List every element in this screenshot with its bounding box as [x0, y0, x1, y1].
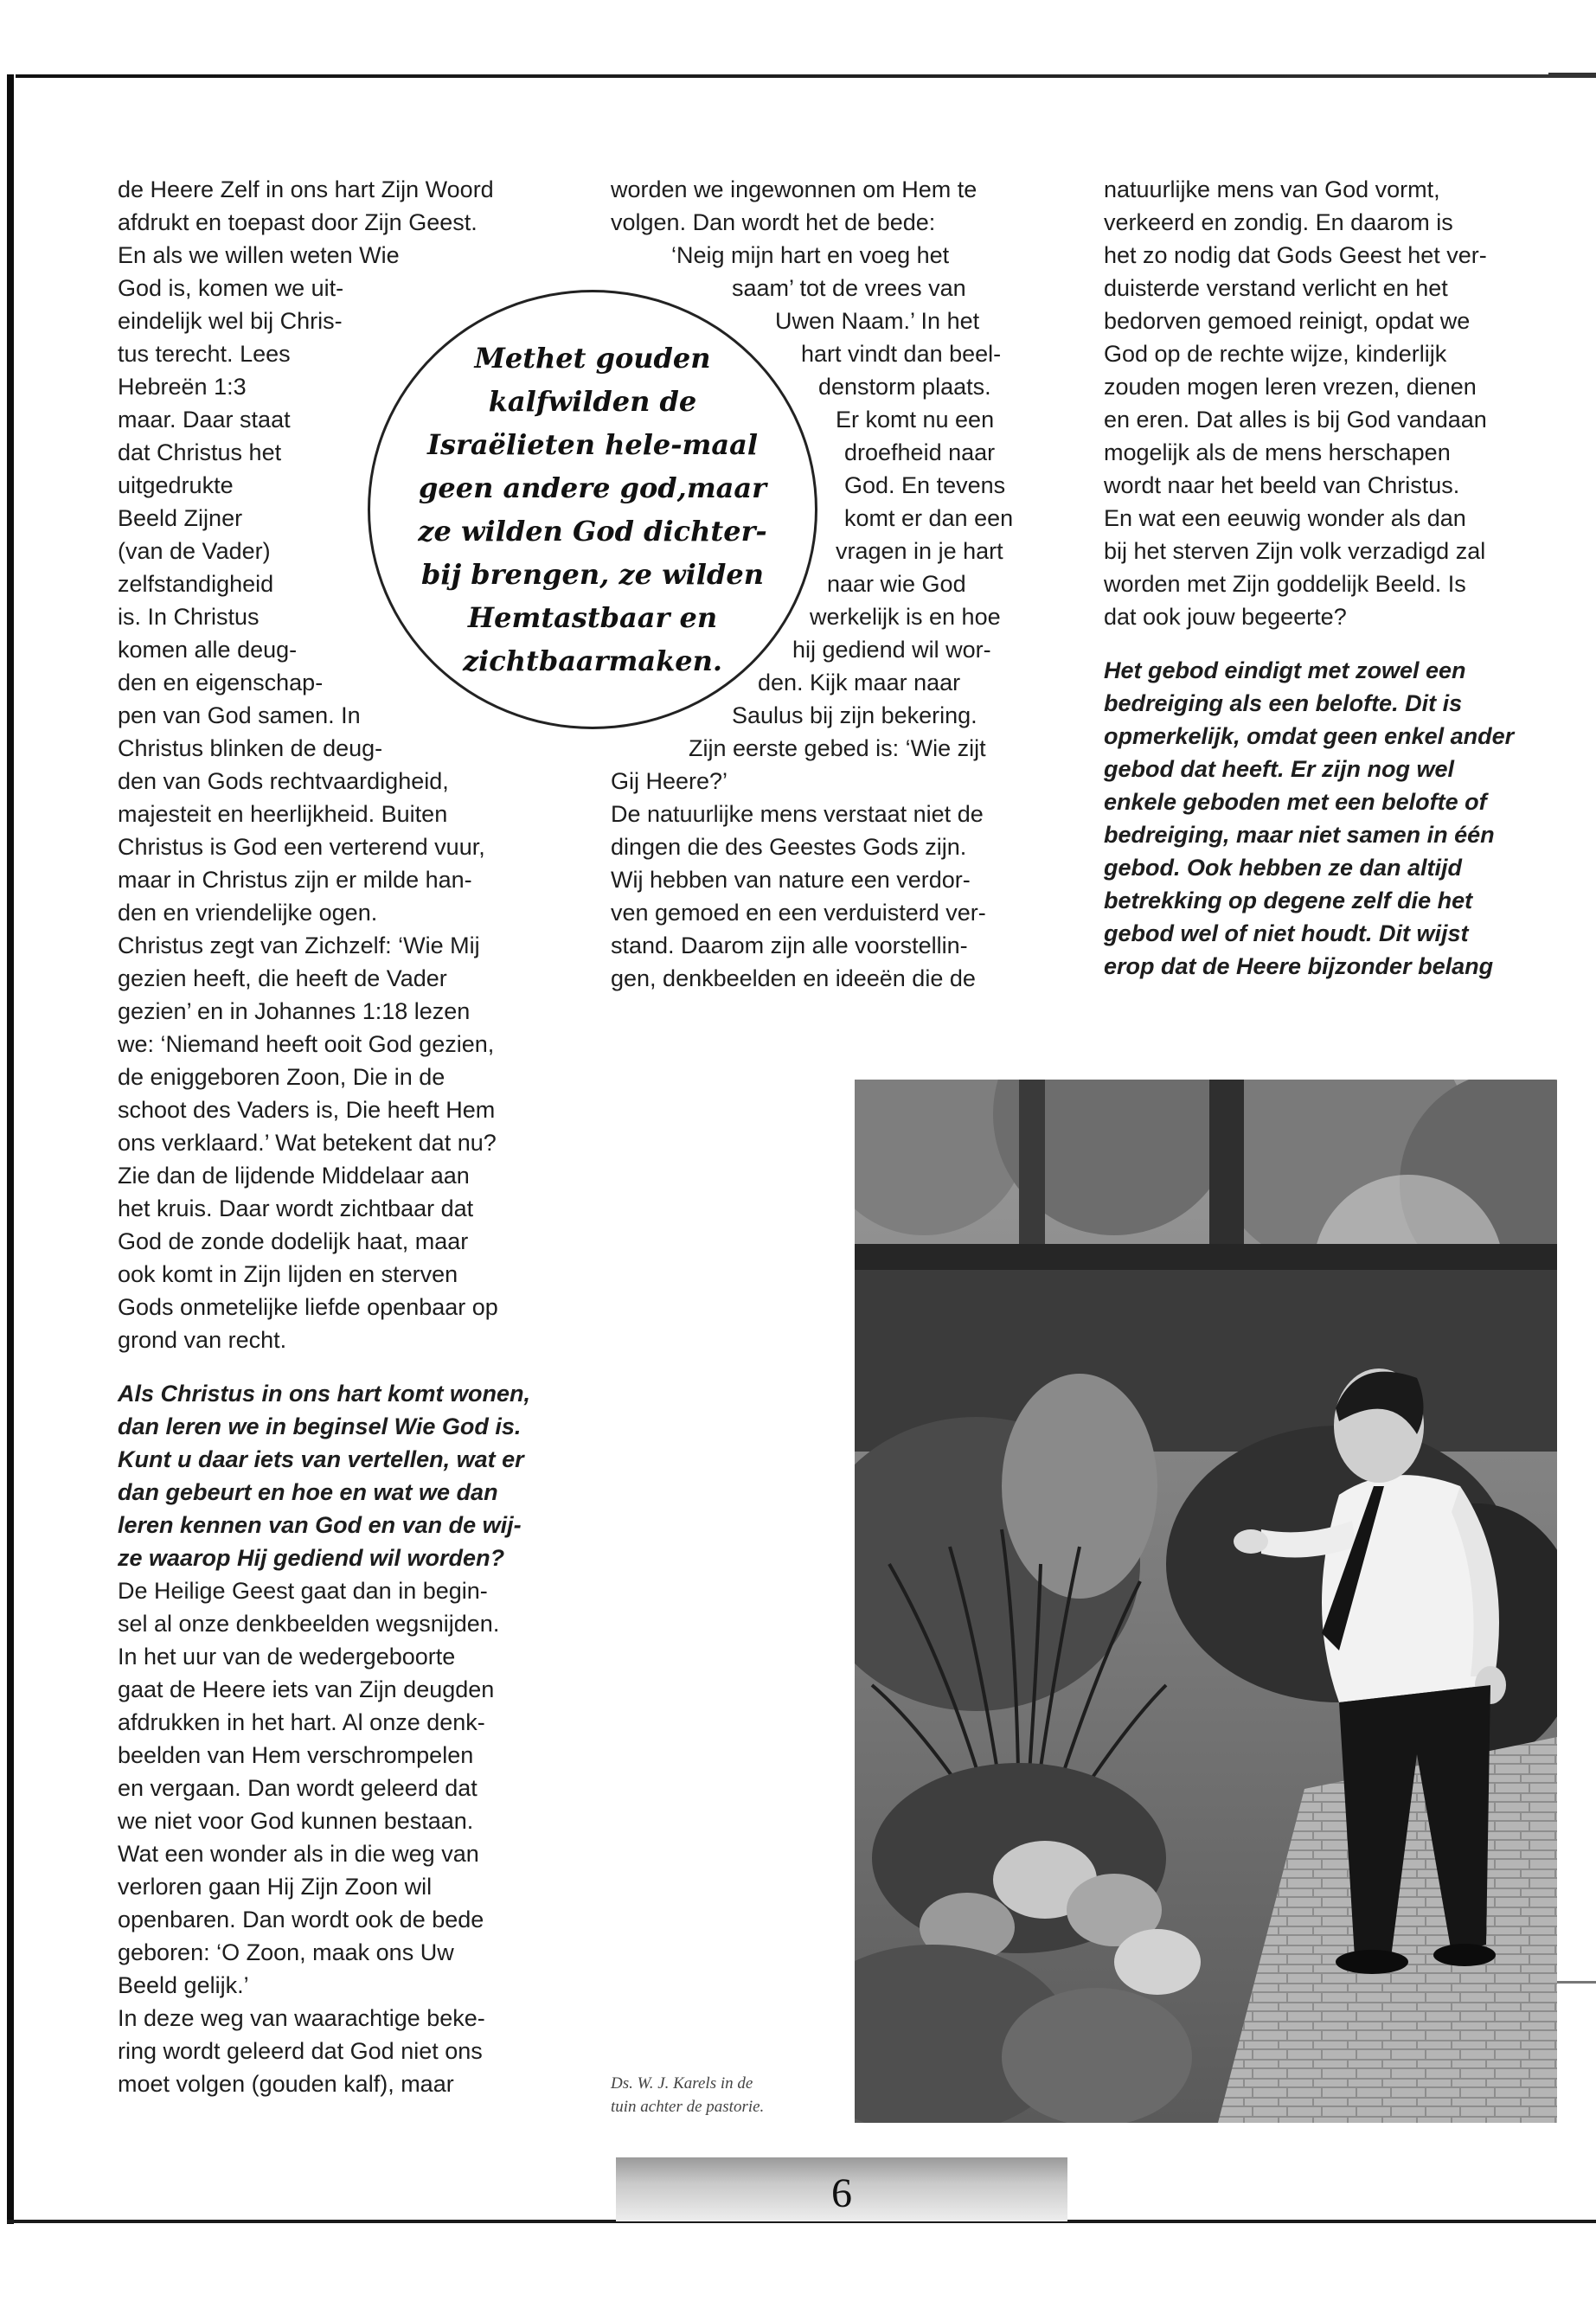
text-line: God. En tevens [844, 472, 1006, 498]
text-line: moet volgen (gouden kalf), maar [118, 2071, 454, 2097]
text-line: hij gediend wil wor- [792, 637, 991, 663]
text-line: Christus blinken de deug- [118, 735, 383, 761]
text-line: Wij hebben van nature een verdor- [611, 867, 971, 893]
photo-caption [611, 2072, 844, 2118]
text-line: God de zonde dodelijk haat, maar [118, 1228, 469, 1254]
text-line: den van Gods rechtvaardigheid, [118, 768, 449, 794]
text-line: en vergaan. Dan wordt geleerd dat [118, 1775, 478, 1801]
text-line: Als Christus in ons hart komt wonen, [118, 1381, 531, 1407]
scan-edge-left-rule [7, 74, 14, 2224]
text-line: gezien’ en in Johannes 1:18 lezen [118, 998, 471, 1024]
body-paragraph [1104, 173, 1562, 633]
text-line: dat Christus het [118, 439, 282, 465]
text-line: ring wordt geleerd dat God niet ons [118, 2038, 483, 2064]
ground-plants [1002, 1988, 1192, 2123]
text-line: gezien heeft, die heeft de Vader [118, 965, 447, 991]
text-line: En wat een eeuwig wonder als dan [1104, 505, 1466, 531]
pull-quote-text [407, 336, 779, 683]
text-line: droefheid naar [844, 439, 996, 465]
text-line: eindelijk wel bij Chris- [118, 308, 343, 334]
text-line: we: ‘Niemand heeft ooit God gezien, [118, 1031, 495, 1057]
text-line: ‘Neig mijn hart en voeg het [671, 242, 950, 268]
text-line: afdrukken in het hart. Al onze denk- [118, 1709, 485, 1735]
garden-photo [855, 1080, 1557, 2123]
text-line: ons verklaard.’ Wat betekent dat nu? [118, 1130, 497, 1156]
text-line: hart vindt dan beel- [801, 341, 1002, 367]
text-line: vragen in je hart [836, 538, 1003, 564]
text-line: komt er dan een [844, 505, 1014, 531]
text-line: In deze weg van waarachtige beke- [118, 2005, 485, 2031]
text-line: pen van God samen. In [118, 702, 361, 728]
text-line: God op de rechte wijze, kinderlijk [1104, 341, 1447, 367]
text-line: den en eigenschap- [118, 670, 324, 695]
text-line: erop dat de Heere bijzonder belang [1104, 953, 1494, 979]
text-line: natuurlijke mens van God vormt, [1104, 176, 1440, 202]
text-line: afdrukt en toepast door Zijn Geest. [118, 209, 478, 235]
text-line: openbaren. Dan wordt ook de bede [118, 1907, 484, 1932]
text-line: de eniggeboren Zoon, Die in de [118, 1064, 445, 1090]
text-line: Christus is God een verterend vuur, [118, 834, 485, 860]
text-line: maal geen andere god, [418, 428, 759, 504]
text-line: In het uur van de wedergeboorte [118, 1644, 456, 1670]
page-number: 6 [831, 2170, 852, 2216]
text-line: Uwen Naam.’ In het [775, 308, 980, 334]
text-line: gen, denkbeelden en ideeën die de [611, 965, 976, 991]
text-line: worden we ingewonnen om Hem te [611, 176, 977, 202]
text-line: werkelijk is en hoe [810, 604, 1001, 630]
scan-margin [0, 0, 1596, 76]
body-paragraph [118, 1574, 585, 2100]
text-line: Er komt nu een [836, 407, 995, 433]
text-line: maar in Christus zijn er milde han- [118, 867, 472, 893]
text-line: dingen die des Geestes Gods zijn. [611, 834, 967, 860]
hedge-top [855, 1244, 1557, 1270]
text-line: Gods onmetelijke liefde openbaar op [118, 1294, 498, 1320]
text-line: ze waarop Hij gediend wil worden? [118, 1545, 505, 1571]
text-line: dan leren we in beginsel Wie God is. [118, 1413, 522, 1439]
text-line: zelfstandigheid [118, 571, 274, 597]
text-line: Gij Heere?’ [611, 768, 728, 794]
text-line: Zie dan de lijdende Middelaar aan [118, 1163, 470, 1189]
text-line: majesteit en heerlijkheid. Buiten [118, 801, 448, 827]
text-line: Hebreën 1:3 [118, 374, 247, 400]
text-line: opmerkelijk, omdat geen enkel ander [1104, 723, 1515, 749]
pull-quote-circle [368, 290, 817, 729]
text-line: bedreiging, maar niet samen in één [1104, 822, 1495, 848]
text-line: bedorven gemoed reinigt, opdat we [1104, 308, 1471, 334]
text-line: duisterde verstand verlicht en het [1104, 275, 1448, 301]
text-line: en eren. Dat alles is bij God vandaan [1104, 407, 1487, 433]
interview-question [118, 1377, 585, 1574]
text-line: is. In Christus [118, 604, 260, 630]
text-line: uitgedrukte [118, 472, 234, 498]
text-line: verloren gaan Hij Zijn Zoon wil [118, 1874, 433, 1900]
text-line: Wat een wonder als in die weg van [118, 1841, 479, 1867]
text-line: stand. Daarom zijn alle voorstellin- [611, 933, 968, 958]
scan-edge-mark [1557, 1981, 1596, 1984]
text-line: Met [474, 342, 536, 375]
rock [1114, 1929, 1201, 1995]
text-line: beelden van Hem verschrompelen [118, 1742, 474, 1768]
text-line: dan gebeurt en hoe en wat we dan [118, 1479, 498, 1505]
caption-line: Ds. W. J. Karels in de [611, 2074, 753, 2093]
shoe [1336, 1950, 1408, 1974]
text-line: De natuurlijke mens verstaat niet de [611, 801, 984, 827]
text-line: (van de Vader) [118, 538, 271, 564]
text-line: En als we willen weten Wie [118, 242, 400, 268]
text-line: gebod dat heeft. Er zijn nog wel [1104, 756, 1455, 782]
interview-question [1104, 654, 1562, 983]
text-line: betrekking op degene zelf die het [1104, 888, 1473, 913]
scan-edge-top-rule [16, 74, 1596, 78]
shoe [1433, 1944, 1496, 1966]
text-line: Zijn eerste gebed is: ‘Wie zijt [689, 735, 986, 761]
text-line: bij het sterven Zijn volk verzadigd zal [1104, 538, 1486, 564]
flowering-shrub [1002, 1374, 1157, 1599]
text-line: saam’ tot de vrees van [732, 275, 966, 301]
page-number-bar [616, 2157, 1067, 2221]
text-line: ven gemoed en een verduisterd ver- [611, 900, 986, 926]
text-line: gaat de Heere iets van Zijn deugden [118, 1676, 495, 1702]
caption-line: tuin achter de pastorie. [611, 2098, 765, 2116]
text-line: maar. Daar staat [118, 407, 291, 433]
text-line: dat ook jouw begeerte? [1104, 604, 1347, 630]
text-line: maar ze wilden God dichter- [418, 471, 767, 548]
text-line: den. Kijk maar naar [758, 670, 961, 695]
text-line: geboren: ‘O Zoon, maak ons Uw [118, 1939, 454, 1965]
text-line: enkele geboden met een belofte of [1104, 789, 1487, 815]
text-line: leren kennen van God en van de wij- [118, 1512, 522, 1538]
text-line: gebod wel of niet houdt. Dit wijst [1104, 920, 1469, 946]
text-line: den en vriendelijke ogen. [118, 900, 378, 926]
text-line: de Heere Zelf in ons hart Zijn Woord [118, 176, 494, 202]
text-line: ook komt in Zijn lijden en sterven [118, 1261, 458, 1287]
text-line: Beeld Zijner [118, 505, 243, 531]
text-line: we niet voor God kunnen bestaan. [118, 1808, 474, 1834]
text-line: De Heilige Geest gaat dan in begin- [118, 1578, 488, 1604]
text-line: verkeerd en zondig. En daarom is [1104, 209, 1453, 235]
text-line: mogelijk als de mens herschapen [1104, 439, 1451, 465]
text-line: zouden mogen leren vrezen, dienen [1104, 374, 1477, 400]
text-line: Christus zegt van Zichzelf: ‘Wie Mij [118, 933, 480, 958]
text-line: gebod. Ook hebben ze dan altijd [1104, 855, 1463, 881]
garden-scene [855, 1080, 1557, 2123]
text-line: Saulus bij zijn bekering. [732, 702, 977, 728]
text-line: wordt naar het beeld van Christus. [1104, 472, 1460, 498]
text-line: denstorm plaats. [818, 374, 991, 400]
text-line: God is, komen we uit- [118, 275, 344, 301]
text-column-3 [1104, 173, 1562, 983]
text-line: tus terecht. Lees [118, 341, 291, 367]
scan-edge-mark [1548, 73, 1596, 78]
text-line: het kruis. Daar wordt zichtbaar dat [118, 1195, 474, 1221]
text-line: bedreiging als een belofte. Dit is [1104, 690, 1463, 716]
text-line: naar wie God [827, 571, 966, 597]
text-line: Beeld gelijk.’ [118, 1972, 249, 1998]
hand [1234, 1529, 1268, 1554]
text-line: het zo nodig dat Gods Geest het ver- [1104, 242, 1487, 268]
text-line: komen alle deug- [118, 637, 298, 663]
text-line: wilden de Israëlieten hele- [426, 385, 697, 461]
text-line: volgen. Dan wordt het de bede: [611, 209, 936, 235]
text-line: maken. [608, 644, 723, 677]
text-line: worden met Zijn goddelijk Beeld. Is [1104, 571, 1466, 597]
text-line: Het gebod eindigt met zowel een [1104, 657, 1466, 683]
text-line: tastbaar en zichtbaar [462, 601, 718, 677]
text-line: sel al onze denkbeelden wegsnijden. [118, 1611, 500, 1637]
text-line: schoot des Vaders is, Die heeft Hem [118, 1097, 496, 1123]
text-line: bij brengen, ze wilden Hem [421, 558, 764, 634]
text-line: grond van recht. [118, 1327, 287, 1353]
text-line: het gouden kalf [488, 342, 711, 418]
text-line: Kunt u daar iets van vertellen, wat er [118, 1446, 524, 1472]
